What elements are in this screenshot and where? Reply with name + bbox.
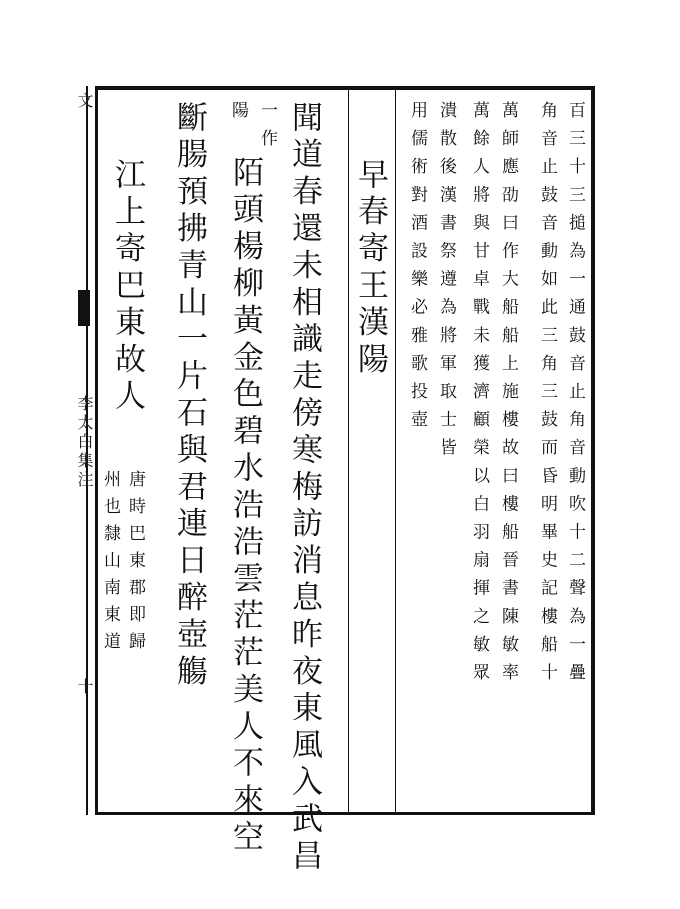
- commentary-column: 百三十三搥為一通鼓音止角音動吹十二聲為一疊: [565, 101, 585, 692]
- title-annotation: 州也隸山南東道: [100, 470, 120, 659]
- commentary-column: 用儒術對酒設樂必雅歌投壺: [407, 101, 427, 439]
- poem-line: 斷腸預拂青山一片石與君連日醉壺觴: [171, 101, 207, 692]
- right-border-rule: [591, 86, 595, 815]
- commentary-column: 萬師應劭曰作大船船上施樓故曰樓船晉書陳敏率: [498, 101, 518, 692]
- column-rule: [348, 90, 349, 812]
- left-border-rule: [95, 86, 98, 815]
- margin-top-glyph: 文: [75, 92, 94, 111]
- bottom-border-rule: [95, 812, 593, 815]
- commentary-column: 潰散後漢書祭遵為將軍取士皆: [436, 101, 456, 467]
- poem-line: 陌頭楊柳黃金色碧水浩浩雲茫茫美人不來空: [227, 156, 263, 858]
- variant-note: 陽: [228, 101, 248, 130]
- poem-title: 江上寄巴東故人: [109, 158, 145, 417]
- poem-title: 早春寄王漢陽: [352, 158, 388, 380]
- variant-note: 一作: [257, 101, 277, 158]
- title-annotation: 唐時巴東郡即歸: [125, 470, 145, 659]
- fishtail-mark: [78, 290, 90, 326]
- commentary-column: 萬餘人將與甘卓戰未獲濟顧榮以白羽扇揮之敏眾: [469, 101, 489, 692]
- commentary-column: 角音止鼓音動如此三角三鼓而昏明畢史記樓船十: [537, 101, 557, 692]
- poem-line: 聞道春還未相識走傍寒梅訪消息昨夜東風入武昌: [286, 101, 322, 876]
- book-edge-title: 李太白集注: [75, 395, 94, 490]
- column-rule: [395, 90, 396, 812]
- top-border-rule: [95, 86, 593, 90]
- book-edge-page-number: 十: [75, 678, 94, 697]
